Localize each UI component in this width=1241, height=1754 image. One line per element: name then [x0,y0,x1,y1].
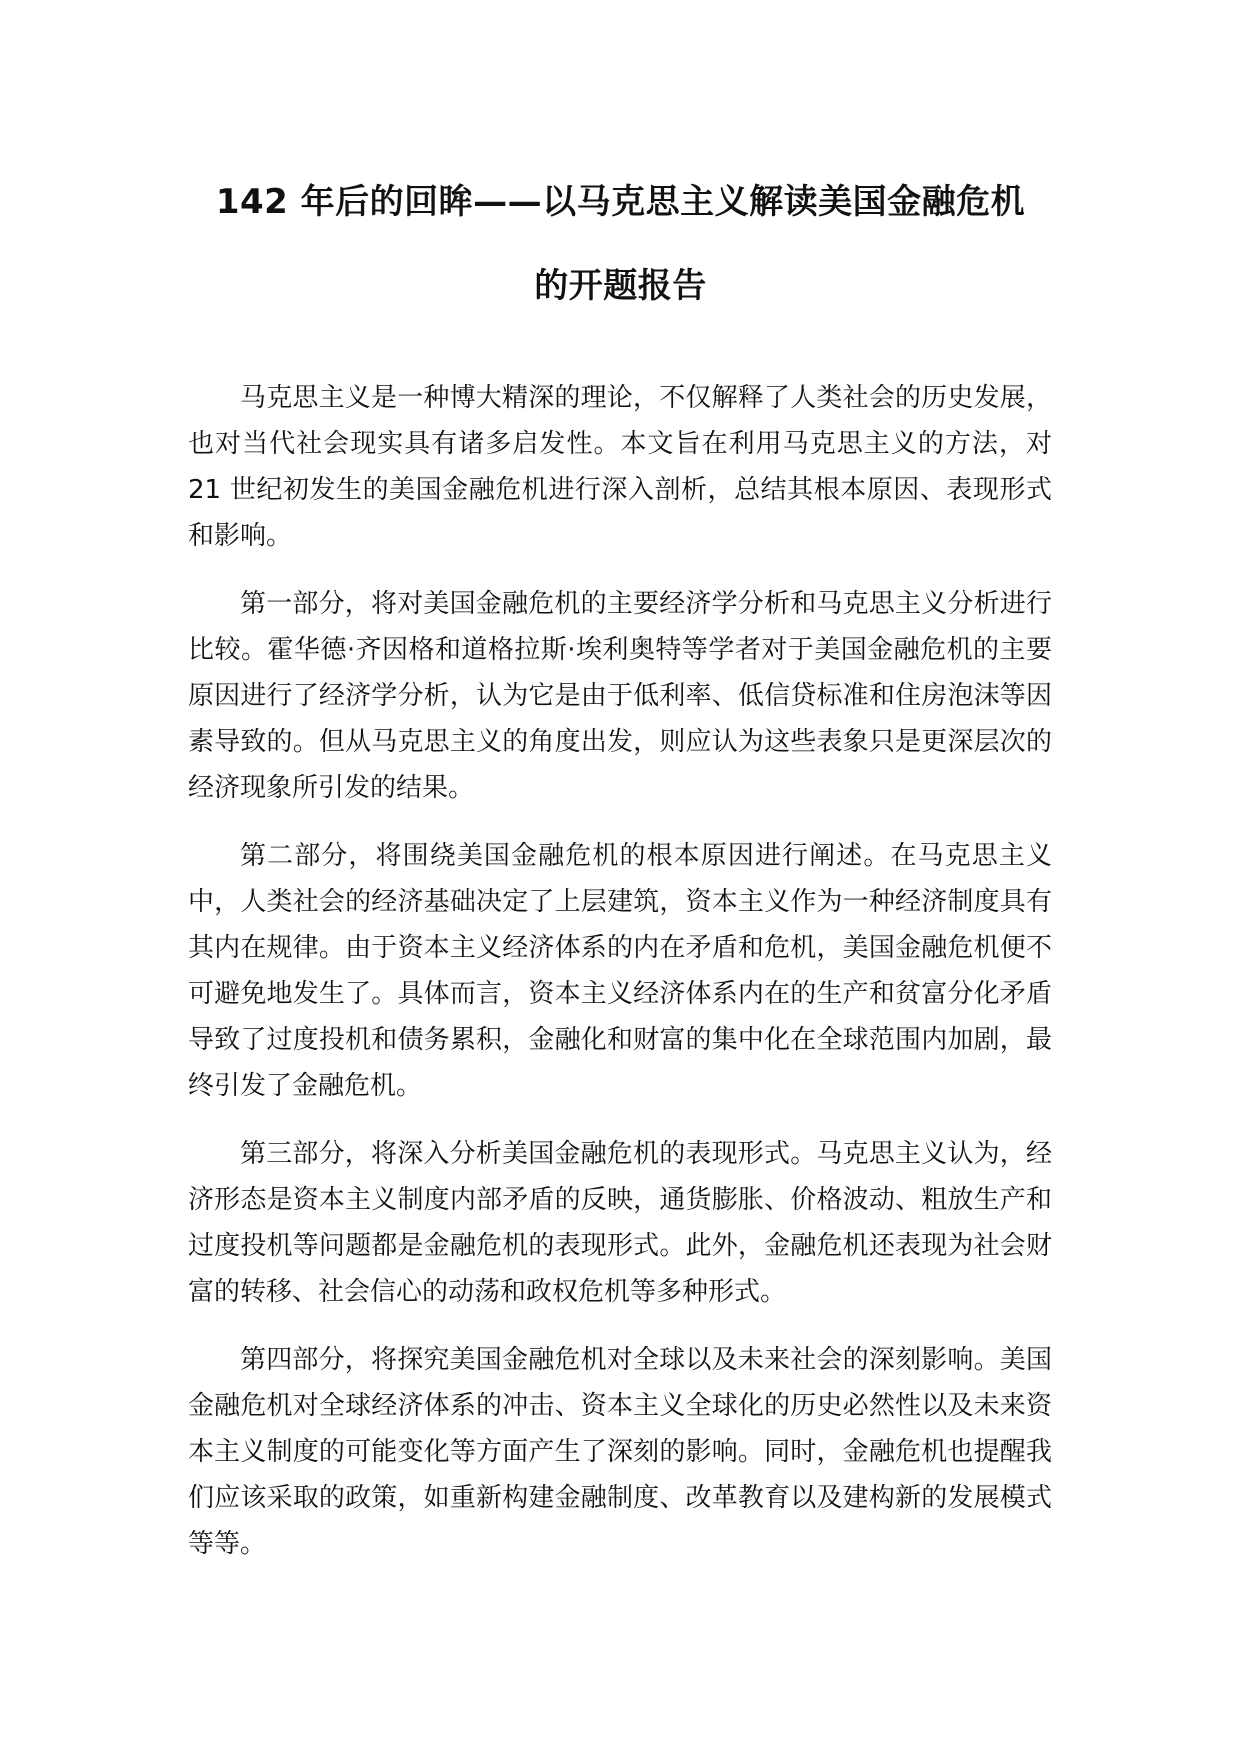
paragraph-intro: 马克思主义是一种博大精深的理论，不仅解释了人类社会的历史发展，也对当代社会现实具有诸多启发性。本文旨在利用马克思主义的方法，对 21 世纪初发生的美国金融危机进行深入剖析，总结其根本原因、表现形式和影响。 [188,383,1052,551]
document-title-line-1: 142 年后的回眸——以马克思主义解读美国金融危机 [215,182,1026,222]
paragraph-part-1: 第一部分，将对美国金融危机的主要经济学分析和马克思主义分析进行比较。霍华德·齐因格和道格拉斯·埃利奥特等学者对于美国金融危机的主要原因进行了经济学分析，认为它是由于低利率、低信贷标准和住房泡沫等因素导致的。但从马克思主义的角度出发，则应认为这些表象只是更深层次的经济现象所引发的结果。 [188,589,1052,803]
document-body [188,375,1052,1589]
paragraph-part-2: 第二部分，将围绕美国金融危机的根本原因进行阐述。在马克思主义中，人类社会的经济基础决定了上层建筑，资本主义作为一种经济制度具有其内在规律。由于资本主义经济体系的内在矛盾和危机，美国金融危机便不可避免地发生了。具体而言，资本主义经济体系内在的生产和贫富分化矛盾导致了过度投机和债务累积，金融化和财富的集中化在全球范围内加剧，最终引发了金融危机。 [188,841,1052,1101]
document-title-line-2: 的开题报告 [534,266,707,306]
paragraph-part-3: 第三部分，将深入分析美国金融危机的表现形式。马克思主义认为，经济形态是资本主义制度内部矛盾的反映，通货膨胀、价格波动、粗放生产和过度投机等问题都是金融危机的表现形式。此外，金融危机还表现为社会财富的转移、社会信心的动荡和政权危机等多种形式。 [188,1139,1052,1307]
paragraph-part-4: 第四部分，将探究美国金融危机对全球以及未来社会的深刻影响。美国金融危机对全球经济体系的冲击、资本主义全球化的历史必然性以及未来资本主义制度的可能变化等方面产生了深刻的影响。同时，金融危机也提醒我们应该采取的政策，如重新构建金融制度、改革教育以及建构新的发展模式等等。 [188,1345,1052,1559]
